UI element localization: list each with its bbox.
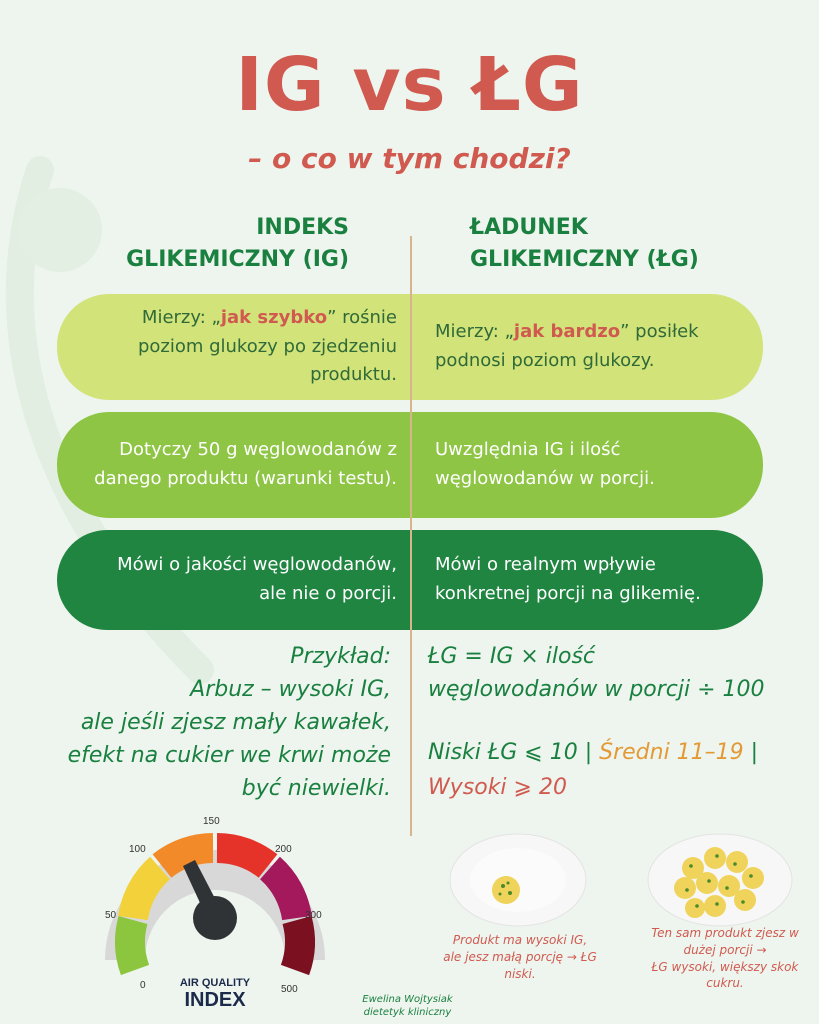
right-heading-line: GLIKEMICZNY (ŁG) — [470, 246, 699, 272]
gauge-label: 0 — [140, 980, 146, 991]
gauge-label: 150 — [203, 816, 220, 827]
gauge-label: 200 — [275, 844, 292, 855]
right-column-heading — [470, 212, 699, 276]
small-portion-plate-image — [448, 828, 588, 928]
gauge-small-title: AIR QUALITY — [179, 977, 251, 989]
left-heading-line: GLIKEMICZNY (IG) — [126, 246, 349, 272]
lg-basis-text: Uwzględnia IG i ilość węglowodanów w porcji. — [435, 439, 655, 489]
lg-measure-text: Mierzy: „jak bardzo” posiłek podnosi poziom glukozy. — [435, 321, 699, 371]
highlight-how-fast: jak szybko — [220, 306, 328, 328]
large-portion-caption: Ten sam produkt zjesz w dużej porcji → ŁG wysoki, większy skok cukru. — [651, 926, 799, 991]
example-text: Przykład: Arbuz – wysoki IG, ale jeśli zjesz mały kawałek, efekt na cukier we krwi może być niewielki. — [67, 644, 391, 801]
ig-meaning-text: Mówi o jakości węglowodanów, ale nie o porcji. — [117, 554, 397, 604]
author-credit: Ewelina Wojtysiak dietetyk kliniczny — [362, 994, 453, 1018]
left-column-heading — [126, 212, 349, 276]
gauge-label: 50 — [105, 910, 117, 921]
level-medium: Średni 11–19 — [599, 740, 744, 765]
formula-text: ŁG = IG × ilość węglowodanów w porcji ÷ 100 — [428, 644, 765, 702]
ig-basis-text: Dotyczy 50 g węglowodanów z danego produktu (warunki testu). — [94, 439, 397, 489]
highlight-how-much: jak bardzo — [513, 321, 621, 343]
column-divider — [410, 236, 412, 836]
page-title: IG vs ŁG — [235, 42, 584, 128]
ig-measure-text: Mierzy: „jak szybko” rośnie poziom glukozy po zjedzeniu produktu. — [137, 306, 397, 386]
lg-meaning-text: Mówi o realnym wpływie konkretnej porcji na glikemię. — [435, 554, 701, 604]
gauge-label: 100 — [129, 844, 146, 855]
left-heading-line: INDEKS — [256, 215, 349, 240]
level-high: Wysoki ⩾ 20 — [428, 775, 567, 801]
small-portion-caption: Produkt ma wysoki IG, ale jesz małą porcję → ŁG niski. — [443, 933, 597, 981]
gauge-label: 500 — [281, 984, 298, 995]
air-quality-gauge-icon — [95, 810, 335, 1020]
gauge-big-title: INDEX — [184, 989, 246, 1011]
load-levels-text: Niski ŁG ⩽ 10 | Średni 11–19 | Wysoki ⩾ 20 — [428, 740, 759, 801]
right-heading-line: ŁADUNEK — [470, 215, 588, 240]
page-subtitle: – o co w tym chodzi? — [248, 142, 571, 175]
large-portion-plate-image — [645, 828, 795, 928]
gauge-label: 300 — [305, 910, 322, 921]
